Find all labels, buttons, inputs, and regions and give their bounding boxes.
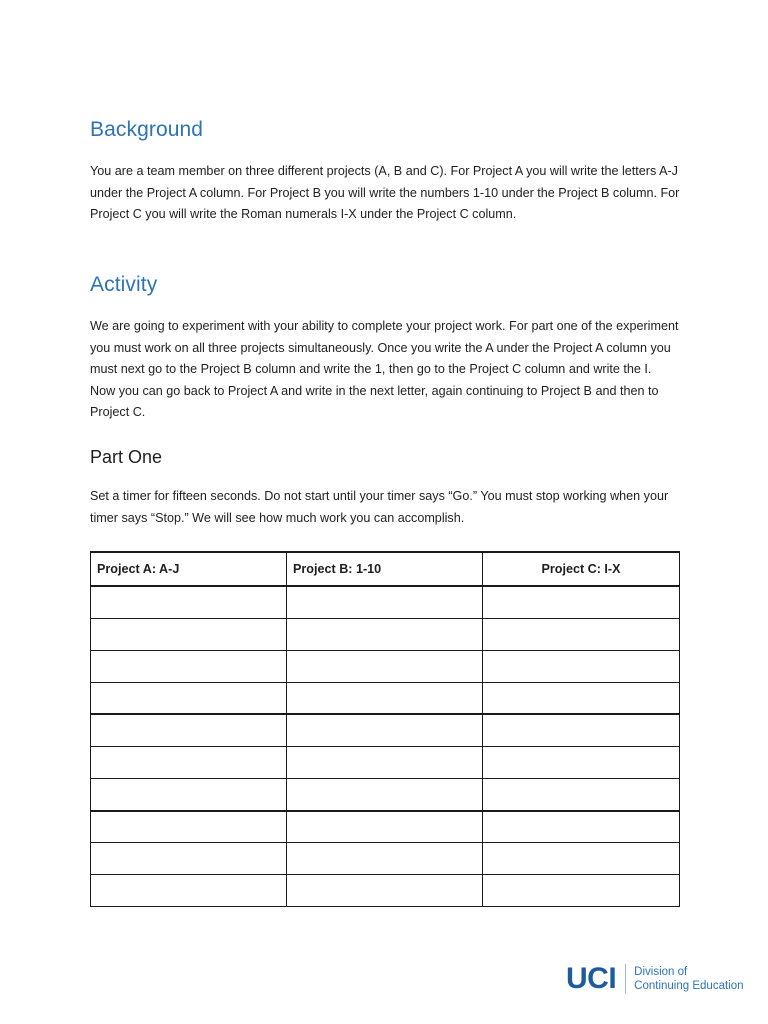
table-row [91, 811, 680, 843]
table-cell[interactable] [483, 586, 680, 618]
table-row [91, 650, 680, 682]
table-cell[interactable] [91, 650, 287, 682]
table-cell[interactable] [287, 811, 483, 843]
header-project-c: Project C: I-X [483, 552, 680, 586]
activity-paragraph: We are going to experiment with your ability to complete your project work. For part one of the experiment you must work on all three projects simultaneously. Once you write the A under the Project A column you must next go to the Project B column and write the 1, then go to the Project C column and write the I. Now you can go back to Project A and write in the next letter, again continuing to Project B and then to Project C. [90, 319, 679, 420]
table-cell[interactable] [91, 682, 287, 714]
table-cell[interactable] [91, 714, 287, 746]
table-cell[interactable] [91, 618, 287, 650]
logo-mark: UCI [566, 962, 617, 995]
table-cell[interactable] [91, 811, 287, 843]
table-cell[interactable] [287, 843, 483, 875]
table-row [91, 618, 680, 650]
background-heading: Background [90, 118, 204, 141]
table-cell[interactable] [287, 779, 483, 811]
table-cell[interactable] [483, 746, 680, 778]
part-one-paragraph: Set a timer for fifteen seconds. Do not start until your timer says “Go.” You must stop working when your timer says “Stop.” We will see how much work you can accomplish. [90, 489, 669, 525]
table-cell[interactable] [287, 875, 483, 907]
table-cell[interactable] [287, 650, 483, 682]
table-cell[interactable] [483, 875, 680, 907]
header-project-a: Project A: A-J [91, 552, 287, 586]
table-row [91, 682, 680, 714]
table-cell[interactable] [91, 746, 287, 778]
table-cell[interactable] [287, 746, 483, 778]
table-cell[interactable] [91, 843, 287, 875]
part-one-heading: Part One [90, 447, 163, 467]
table-cell[interactable] [287, 682, 483, 714]
table-header-row [91, 552, 680, 586]
table-row [91, 746, 680, 778]
table-row [91, 843, 680, 875]
logo-text [634, 965, 743, 993]
table-cell[interactable] [483, 811, 680, 843]
table-row [91, 779, 680, 811]
project-table [90, 551, 680, 907]
table-cell[interactable] [483, 843, 680, 875]
table-cell[interactable] [91, 779, 287, 811]
table-cell[interactable] [287, 714, 483, 746]
table-cell[interactable] [91, 586, 287, 618]
table-row [91, 714, 680, 746]
table-row [91, 586, 680, 618]
logo-line-1: Division of [634, 966, 688, 978]
background-paragraph: You are a team member on three different projects (A, B and C). For Project A you will write the letters A-J under the Project A column. For Project B you will write the numbers 1-10 under the Project B column. For Project C you will write the Roman numerals I-X under the Project C column. [90, 164, 680, 222]
table-cell[interactable] [91, 875, 287, 907]
table-cell[interactable] [483, 714, 680, 746]
logo-divider [625, 964, 626, 994]
header-project-b: Project B: 1-10 [287, 552, 483, 586]
activity-heading: Activity [90, 273, 158, 296]
logo-line-2: Continuing Education [634, 980, 744, 992]
table-cell[interactable] [483, 618, 680, 650]
table-body [91, 586, 680, 907]
table-cell[interactable] [483, 650, 680, 682]
uci-logo [566, 961, 744, 997]
table-cell[interactable] [287, 618, 483, 650]
table-row [91, 875, 680, 907]
table-cell[interactable] [287, 586, 483, 618]
table-cell[interactable] [483, 779, 680, 811]
table-cell[interactable] [483, 682, 680, 714]
